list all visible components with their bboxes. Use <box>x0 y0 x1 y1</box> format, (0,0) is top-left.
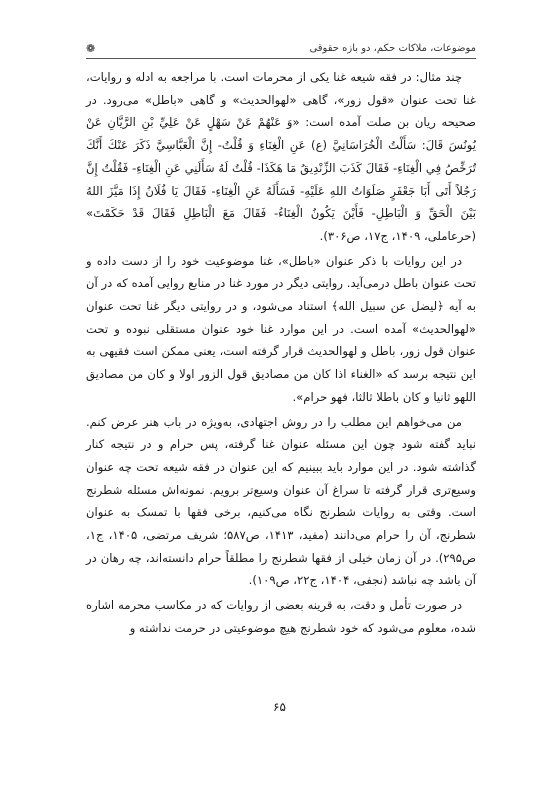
paragraph: من می‌خواهم این مطلب را در روش اجتهادی، به‌ویژه در باب هنر عرض کنم. نباید گفته شود چون این مسئله عنوان غنا گرفته، پس حرام و در نتیجه کنار گذاشته شود. در این موارد باید ببینیم که این عنوان در فقه شیعه تحت چه عنوان وسیع‌تری قرار گرفته تا سراغ آن عنوان وسیع‌تر برویم. نمونه‌اش مسئله شطرنج است. وقتی به روایات شطرنج نگاه می‌کنیم، برخی فقها با تمسک به عنوان شطرنج، آن را حرام می‌دانند (مفید، ۱۴۱۳، ص۵۸۷؛ شریف مرتضی، ۱۴۰۵، ج۱، ص۲۹۵). در آن زمان خیلی از فقها شطرنج را مطلقاً حرام دانسته‌اند، چه رهان در آن باشد چه نباشد (نجفی، ۱۴۰۴، ج۲۲، ص۱۰۹). <box>86 414 476 588</box>
body-text <box>86 66 476 642</box>
paragraph: در این روایات با ذکر عنوان «باطل»، غنا موضوعیت خود را از دست داده و تحت عنوان باطل درمی‌آید. روایتی دیگر در مورد غنا در منابع روایی آمده که در آن به آیه ﴿لیضل عن سبیل الله﴾ استناد می‌شود، و در روایتی دیگر غنا تحت عنوان «لهوالحدیث» آمده است. در این موارد غنا خود عنوان مستقلی نبوده و تحت عنوان قول زور، باطل و لهوالحدیث قرار گرفته است، یعنی ممکن است فقیهی به این نتیجه برسد که «الغناء اذا کان من مصادیق قول الزور اولا و کان من مصادیق اللهو ثانیا و کان باطلا ثالثا، فهو حرام». <box>86 253 476 404</box>
header-ornament-icon: ❁ <box>86 42 96 55</box>
page-number: ۶۵ <box>273 700 286 714</box>
paragraph: در صورت تأمل و دقت، به قرینه بعضی از روایات که در مکاسب محرمه اشاره شده، معلوم می‌شود که خود شطرنج هیچ موضوعیتی در حرمت نداشته و <box>86 598 476 635</box>
paragraph: چند مثال: در فقه شیعه غنا یکی از محرمات است. با مراجعه به ادله و روایات، غنا تحت عنوان «قول زور»، گاهی «لهوالحدیث» و گاهی «باطل» می‌رود. در صحیحه ریان بن صلت آمده است: «وَ عَنْهُمْ عَنْ سَهْلٍ عَنْ عَلِيِّ بْنِ الرَّيَّانِ عَنْ يُونُسَ قَالَ: سَأَلْتُ الْخُرَاسَانِيَّ (ع) عَنِ الْغِنَاءِ وَ قُلْتُ- إِنَّ الْعَبَّاسِيَّ ذَكَرَ عَنْكَ أَنَّكَ تُرَخِّصُ فِي الْغِنَاءِ- فَقَالَ كَذَبَ الزِّنْدِيقُ مَا هَكَذَا- قُلْتُ لَهُ سَأَلَنِي عَنِ الْغِنَاءِ- فَقُلْتُ إِنَّ رَجُلاً أَتَى أَبَا جَعْفَرٍ صَلَوَاتُ اللهِ عَلَيْهِ- فَسَأَلَهُ عَنِ الْغِنَاءِ- فَقَالَ يَا فُلَانُ إِذَا مَيَّزَ اللهُ بَيْنَ الْحَقِّ وَ الْبَاطِلِ- فَأَيْنَ يَكُونُ الْغِنَاءُ- فَقَالَ مَعَ الْبَاطِلِ فَقَالَ قَدْ حَكَمْتَ» (حرعاملی، ۱۴۰۹، ج۱۷، ص۳۰۶). <box>86 70 476 243</box>
running-header <box>86 40 476 59</box>
header-title: موضوعات، ملاکات حکم، دو بازه حقوقی <box>309 43 476 54</box>
